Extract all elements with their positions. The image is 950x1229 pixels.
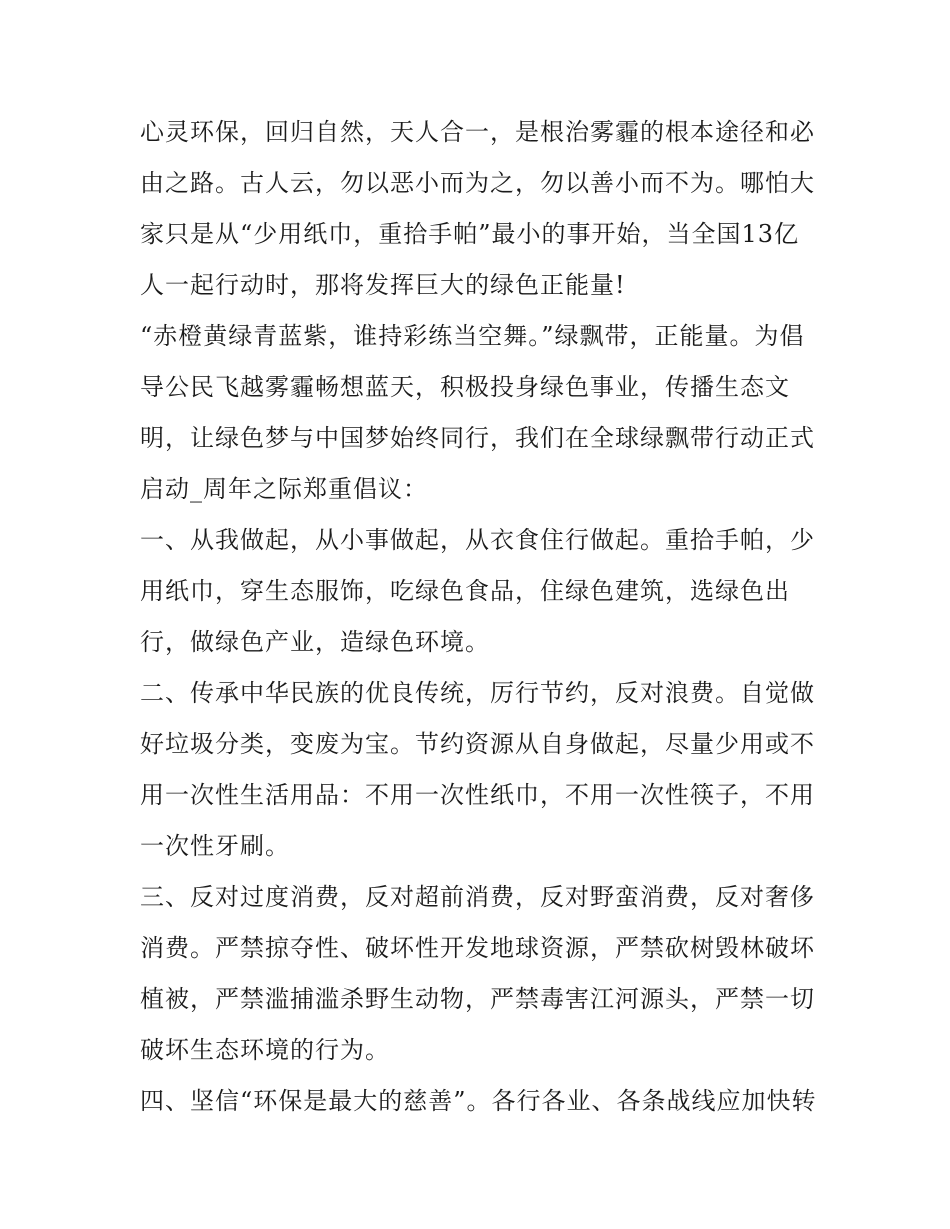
text-line: 启动_周年之际郑重倡议： xyxy=(140,475,428,503)
text-line: 四、坚信“环保是最大的慈善”。各行各业、各条战线应加快转 xyxy=(140,1087,817,1115)
text-line: 三、反对过度消费，反对超前消费，反对野蛮消费，反对奢侈 xyxy=(140,883,815,911)
text-line: 一次性牙刷。 xyxy=(140,832,290,860)
text-line: 二、传承中华民族的优良传统，厉行节约，反对浪费。自觉做 xyxy=(140,679,815,707)
text-line: 一、从我做起，从小事做起，从衣食住行做起。重拾手帕，少 xyxy=(140,526,815,554)
text-line: 由之路。古人云，勿以恶小而为之，勿以善小而不为。哪怕大 xyxy=(140,169,815,197)
text-line: 植被，严禁滥捕滥杀野生动物，严禁毒害江河源头，严禁一切 xyxy=(140,985,815,1013)
text-line: “赤橙黄绿青蓝紫，谁持彩练当空舞。”绿飘带，正能量。为倡 xyxy=(140,322,805,350)
text-line: 用一次性生活用品：不用一次性纸巾，不用一次性筷子，不用 xyxy=(140,781,815,809)
text-line: 人一起行动时，那将发挥巨大的绿色正能量! xyxy=(140,271,626,299)
text-line: 破坏生态环境的行为。 xyxy=(140,1036,390,1064)
text-line: 用纸巾，穿生态服饰，吃绿色食品，住绿色建筑，选绿色出 xyxy=(140,577,790,605)
document-body xyxy=(140,107,820,1127)
text-line: 心灵环保，回归自然，天人合一，是根治雾霾的根本途径和必 xyxy=(140,118,815,146)
text-line: 消费。严禁掠夺性、破坏性开发地球资源，严禁砍树毁林破坏 xyxy=(140,934,815,962)
text-line: 家只是从“少用纸巾，重拾手帕”最小的事开始，当全国13亿 xyxy=(140,220,800,248)
text-line: 导公民飞越雾霾畅想蓝天，积极投身绿色事业，传播生态文 xyxy=(140,373,790,401)
text-line: 行，做绿色产业，造绿色环境。 xyxy=(140,628,490,656)
text-line: 好垃圾分类，变废为宝。节约资源从自身做起，尽量少用或不 xyxy=(140,730,815,758)
text-line: 明，让绿色梦与中国梦始终同行，我们在全球绿飘带行动正式 xyxy=(140,424,815,452)
